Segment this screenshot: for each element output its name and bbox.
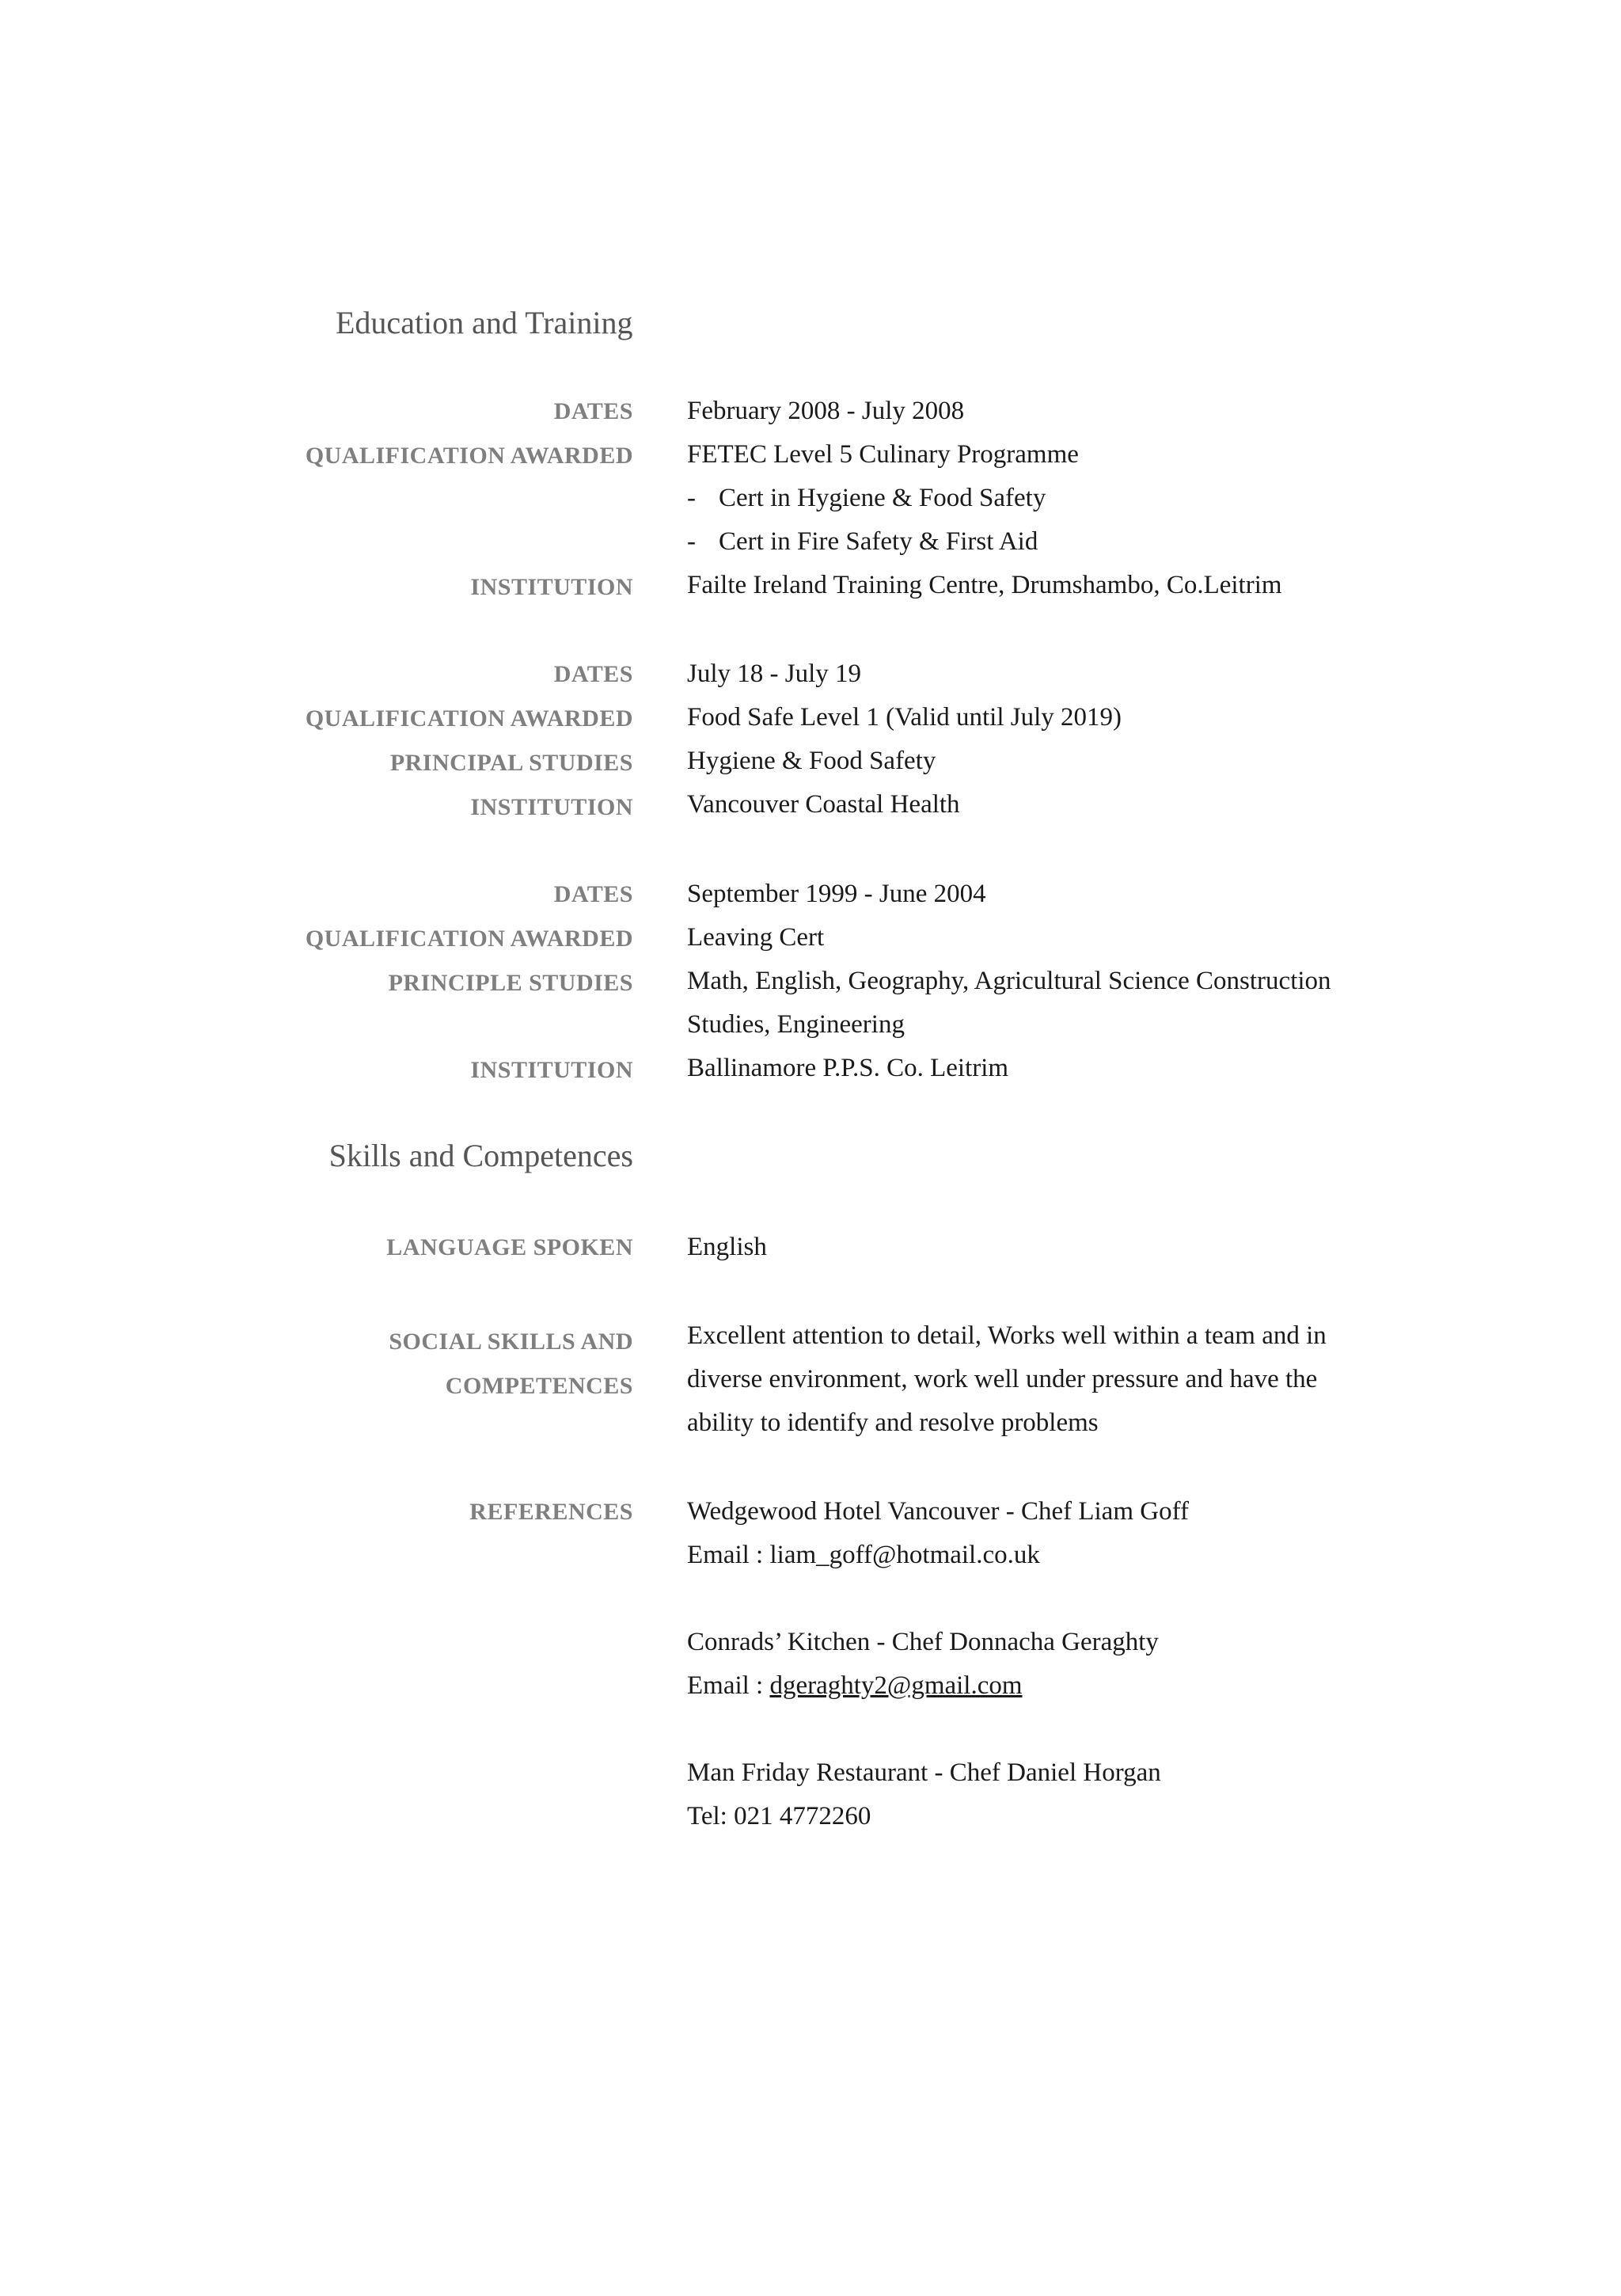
- studies-label: PRINCIPAL STUDIES: [389, 750, 633, 776]
- studies-text: Studies, Engineering: [687, 1010, 905, 1039]
- institution-text: Ballinamore P.P.S. Co. Leitrim: [687, 1054, 1009, 1082]
- phone-text: 021 4772260: [734, 1802, 871, 1830]
- qualification-text: Food Safe Level 1 (Valid until July 2019): [687, 703, 1122, 732]
- qualification-label: QUALIFICATION AWARDED: [305, 926, 633, 952]
- dates-label: DATES: [553, 881, 633, 907]
- qualification-label: QUALIFICATION AWARDED: [305, 705, 633, 732]
- qualification-text: FETEC Level 5 Culinary Programme: [687, 440, 1079, 469]
- bullet-dash: -: [687, 484, 696, 512]
- dates-label: DATES: [553, 661, 633, 687]
- reference-contact: Email : liam_goff@hotmail.co.uk: [687, 1541, 1040, 1569]
- skills-section-title: Skills and Competences: [328, 1138, 633, 1173]
- institution-label: INSTITUTION: [470, 574, 633, 600]
- social-skills-label: SOCIAL SKILLS AND COMPETENCES: [389, 1329, 633, 1399]
- reference-name: Wedgewood Hotel Vancouver - Chef Liam Goff: [687, 1497, 1189, 1526]
- email-link[interactable]: dgeraghty2@gmail.com: [769, 1671, 1023, 1700]
- dates-text: September 1999 - June 2004: [687, 880, 986, 908]
- language-value: [687, 1226, 1384, 1269]
- education-entry-3: [687, 872, 1384, 1090]
- qualification-text: Leaving Cert: [687, 923, 825, 952]
- dates-text: July 18 - July 19: [687, 660, 862, 688]
- social-skills-value: Excellent attention to detail, Works well within a team and in diverse environment, work well under pressure and have the ability to identify and resolve problems: [687, 1321, 1327, 1437]
- dates-text: February 2008 - July 2008: [687, 397, 965, 425]
- institution-label: INSTITUTION: [470, 1057, 633, 1083]
- bullet-item: - Cert in Hygiene & Food Safety: [687, 477, 1384, 520]
- institution-text: Failte Ireland Training Centre, Drumshambo, Co.Leitrim: [687, 571, 1282, 599]
- institution-label: INSTITUTION: [470, 794, 633, 820]
- education-entry-2: [687, 652, 1384, 827]
- language-text: English: [687, 1233, 767, 1261]
- studies-text: Hygiene & Food Safety: [687, 747, 936, 775]
- dates-label: DATES: [553, 398, 633, 424]
- dates-value: [687, 390, 1384, 607]
- references-list: [687, 1490, 1384, 1838]
- education-section-title: Education and Training: [336, 305, 633, 340]
- bullet-item: - Cert in Fire Safety & First Aid: [687, 520, 1384, 564]
- language-label: LANGUAGE SPOKEN: [386, 1234, 633, 1260]
- reference-contact: Email : dgeraghty2@gmail.com: [687, 1671, 1023, 1700]
- institution-text: Vancouver Coastal Health: [687, 790, 960, 819]
- studies-label: PRINCIPLE STUDIES: [388, 970, 633, 996]
- reference-name: Man Friday Restaurant - Chef Daniel Horgan: [687, 1758, 1161, 1787]
- email-text: liam_goff@hotmail.co.uk: [769, 1541, 1040, 1569]
- studies-text: Math, English, Geography, Agricultural Science Construction: [687, 967, 1331, 995]
- qualification-label: QUALIFICATION AWARDED: [305, 443, 633, 469]
- reference-contact: Tel: 021 4772260: [687, 1802, 871, 1830]
- reference-name: Conrads’ Kitchen - Chef Donnacha Geraghty: [687, 1628, 1159, 1656]
- references-label: REFERENCES: [469, 1499, 633, 1525]
- bullet-dash: -: [687, 527, 696, 556]
